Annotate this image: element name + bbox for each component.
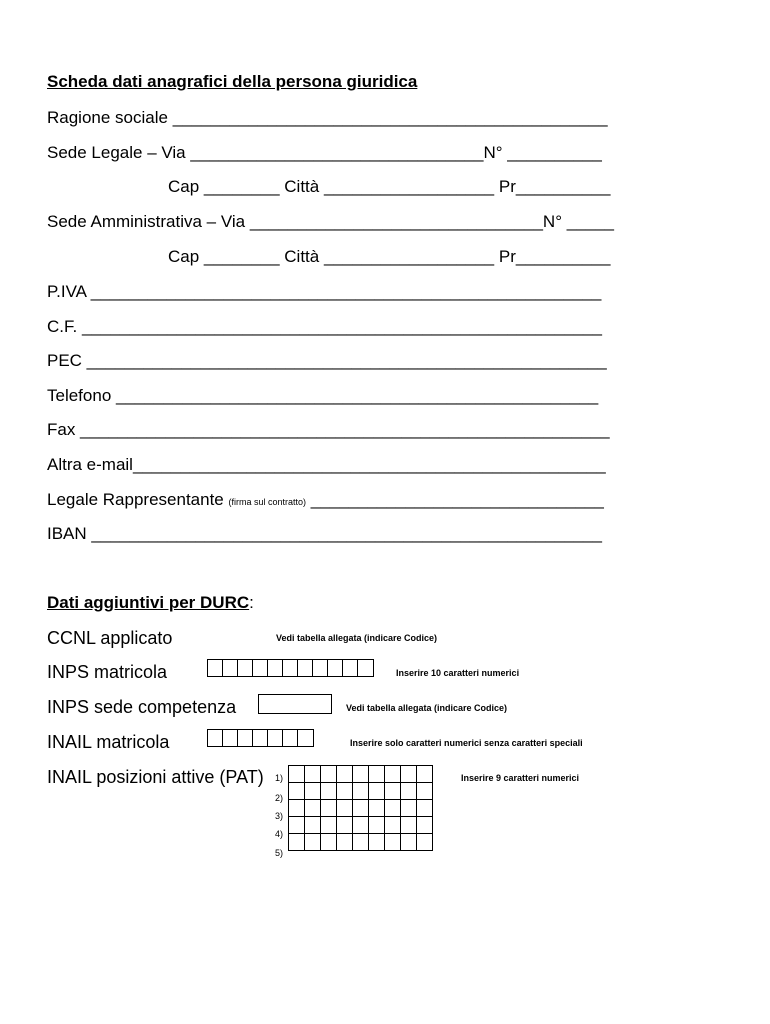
- pat-row-label: 2): [275, 793, 284, 803]
- pat-grid-row: [289, 766, 433, 783]
- pat-digit-cell[interactable]: [337, 834, 353, 851]
- pat-digit-cell[interactable]: [385, 783, 401, 800]
- pat-digit-cell[interactable]: [401, 834, 417, 851]
- section2-heading: [47, 594, 254, 611]
- digit-box[interactable]: [268, 730, 283, 746]
- pat-digit-cell[interactable]: [417, 783, 433, 800]
- pat-digit-cell[interactable]: [305, 766, 321, 783]
- pec-field[interactable]: PEC _______________________________________________________: [47, 351, 607, 370]
- pat-digit-cell[interactable]: [385, 817, 401, 834]
- sede-amministrativa-cap-citta-field[interactable]: Cap ________ Città __________________ Pr__________: [168, 247, 611, 266]
- digit-box[interactable]: [253, 730, 268, 746]
- inps-sede-box[interactable]: [258, 694, 332, 714]
- pat-digit-cell[interactable]: [401, 766, 417, 783]
- digit-box[interactable]: [208, 660, 223, 676]
- digit-box[interactable]: [223, 660, 238, 676]
- telefono-field[interactable]: Telefono ___________________________________________________: [47, 386, 599, 405]
- inps-sede-label: INPS sede competenza: [47, 697, 237, 717]
- pat-digit-cell[interactable]: [385, 766, 401, 783]
- pat-grid[interactable]: [288, 765, 433, 851]
- pat-digit-cell[interactable]: [369, 783, 385, 800]
- pat-digit-cell[interactable]: [369, 834, 385, 851]
- pat-digit-cell[interactable]: [353, 766, 369, 783]
- pat-grid-row: [289, 834, 433, 851]
- pat-digit-cell[interactable]: [385, 834, 401, 851]
- digit-box[interactable]: [208, 730, 223, 746]
- digit-box[interactable]: [283, 730, 298, 746]
- pat-digit-cell[interactable]: [401, 800, 417, 817]
- legale-note: (firma sul contratto): [228, 497, 307, 507]
- digit-box[interactable]: [298, 660, 313, 676]
- inps-sede-note: Vedi tabella allegata (indicare Codice): [346, 703, 508, 713]
- pat-digit-cell[interactable]: [337, 817, 353, 834]
- pat-digit-cell[interactable]: [369, 817, 385, 834]
- sede-legale-field[interactable]: Sede Legale – Via _______________________________N° __________: [47, 143, 602, 162]
- pat-grid-row: [289, 817, 433, 834]
- piva-field[interactable]: P.IVA ______________________________________________________: [47, 282, 602, 301]
- ragione-sociale-field[interactable]: Ragione sociale ______________________________________________: [47, 108, 608, 127]
- pat-digit-cell[interactable]: [337, 783, 353, 800]
- pat-digit-cell[interactable]: [369, 800, 385, 817]
- sede-amministrativa-field[interactable]: Sede Amministrativa – Via _______________________________N° _____: [47, 212, 615, 231]
- pat-digit-cell[interactable]: [305, 834, 321, 851]
- inail-pat-label: INAIL posizioni attive (PAT): [47, 767, 264, 787]
- pat-row-label: 3): [275, 811, 284, 821]
- pat-digit-cell[interactable]: [401, 783, 417, 800]
- pat-digit-cell[interactable]: [305, 783, 321, 800]
- digit-box[interactable]: [358, 660, 373, 676]
- pat-digit-cell[interactable]: [305, 817, 321, 834]
- pat-digit-cell[interactable]: [321, 766, 337, 783]
- inail-matricola-note: Inserire solo caratteri numerici senza caratteri speciali: [350, 738, 583, 748]
- pat-digit-cell[interactable]: [289, 817, 305, 834]
- section1-title: Scheda dati anagrafici della persona giuridica: [47, 72, 418, 91]
- digit-box[interactable]: [298, 730, 313, 746]
- inps-matricola-label: INPS matricola: [47, 662, 168, 682]
- pat-digit-cell[interactable]: [353, 783, 369, 800]
- pat-digit-cell[interactable]: [321, 834, 337, 851]
- pat-digit-cell[interactable]: [321, 783, 337, 800]
- pat-digit-cell[interactable]: [289, 834, 305, 851]
- pat-digit-cell[interactable]: [353, 800, 369, 817]
- iban-field[interactable]: IBAN ______________________________________________________: [47, 524, 602, 543]
- pat-digit-cell[interactable]: [385, 800, 401, 817]
- pat-digit-cell[interactable]: [289, 783, 305, 800]
- pat-row-label: 5): [275, 848, 284, 858]
- pat-digit-cell[interactable]: [417, 817, 433, 834]
- inps-matricola-boxes[interactable]: [207, 659, 374, 677]
- legale-line: _______________________________: [306, 490, 604, 509]
- ccnl-label: CCNL applicato: [47, 628, 173, 648]
- pat-digit-cell[interactable]: [337, 766, 353, 783]
- digit-box[interactable]: [328, 660, 343, 676]
- digit-box[interactable]: [238, 660, 253, 676]
- pat-digit-cell[interactable]: [337, 800, 353, 817]
- altra-email-field[interactable]: Altra e-mail__________________________________________________: [47, 455, 606, 474]
- pat-grid-row: [289, 800, 433, 817]
- inail-matricola-label: INAIL matricola: [47, 732, 170, 752]
- pat-digit-cell[interactable]: [417, 766, 433, 783]
- fax-field[interactable]: Fax ________________________________________________________: [47, 420, 610, 439]
- pat-digit-cell[interactable]: [369, 766, 385, 783]
- pat-digit-cell[interactable]: [353, 834, 369, 851]
- digit-box[interactable]: [238, 730, 253, 746]
- pat-digit-cell[interactable]: [321, 817, 337, 834]
- digit-box[interactable]: [343, 660, 358, 676]
- digit-box[interactable]: [253, 660, 268, 676]
- pat-digit-cell[interactable]: [353, 817, 369, 834]
- pat-digit-cell[interactable]: [305, 800, 321, 817]
- cf-field[interactable]: C.F. _______________________________________________________: [47, 317, 602, 336]
- digit-box[interactable]: [313, 660, 328, 676]
- pat-grid-row: [289, 783, 433, 800]
- digit-box[interactable]: [223, 730, 238, 746]
- pat-digit-cell[interactable]: [417, 800, 433, 817]
- inail-pat-note: Inserire 9 caratteri numerici: [461, 773, 580, 783]
- inps-matricola-note: Inserire 10 caratteri numerici: [396, 668, 520, 678]
- inail-matricola-boxes[interactable]: [207, 729, 314, 747]
- sede-legale-cap-citta-field[interactable]: Cap ________ Città __________________ Pr__________: [168, 177, 611, 196]
- ccnl-note: Vedi tabella allegata (indicare Codice): [276, 633, 438, 643]
- digit-box[interactable]: [268, 660, 283, 676]
- pat-digit-cell[interactable]: [321, 800, 337, 817]
- pat-digit-cell[interactable]: [417, 834, 433, 851]
- pat-digit-cell[interactable]: [289, 766, 305, 783]
- pat-row-label: 1): [275, 773, 284, 783]
- pat-digit-cell[interactable]: [289, 800, 305, 817]
- section2-title: Dati aggiuntivi per DURC: [47, 593, 250, 612]
- legale-label: Legale Rappresentante: [47, 490, 229, 509]
- pat-row-label: 4): [275, 829, 284, 839]
- legale-rappresentante-field[interactable]: [47, 491, 604, 508]
- section2-title-colon: :: [249, 593, 254, 612]
- digit-box[interactable]: [283, 660, 298, 676]
- pat-digit-cell[interactable]: [401, 817, 417, 834]
